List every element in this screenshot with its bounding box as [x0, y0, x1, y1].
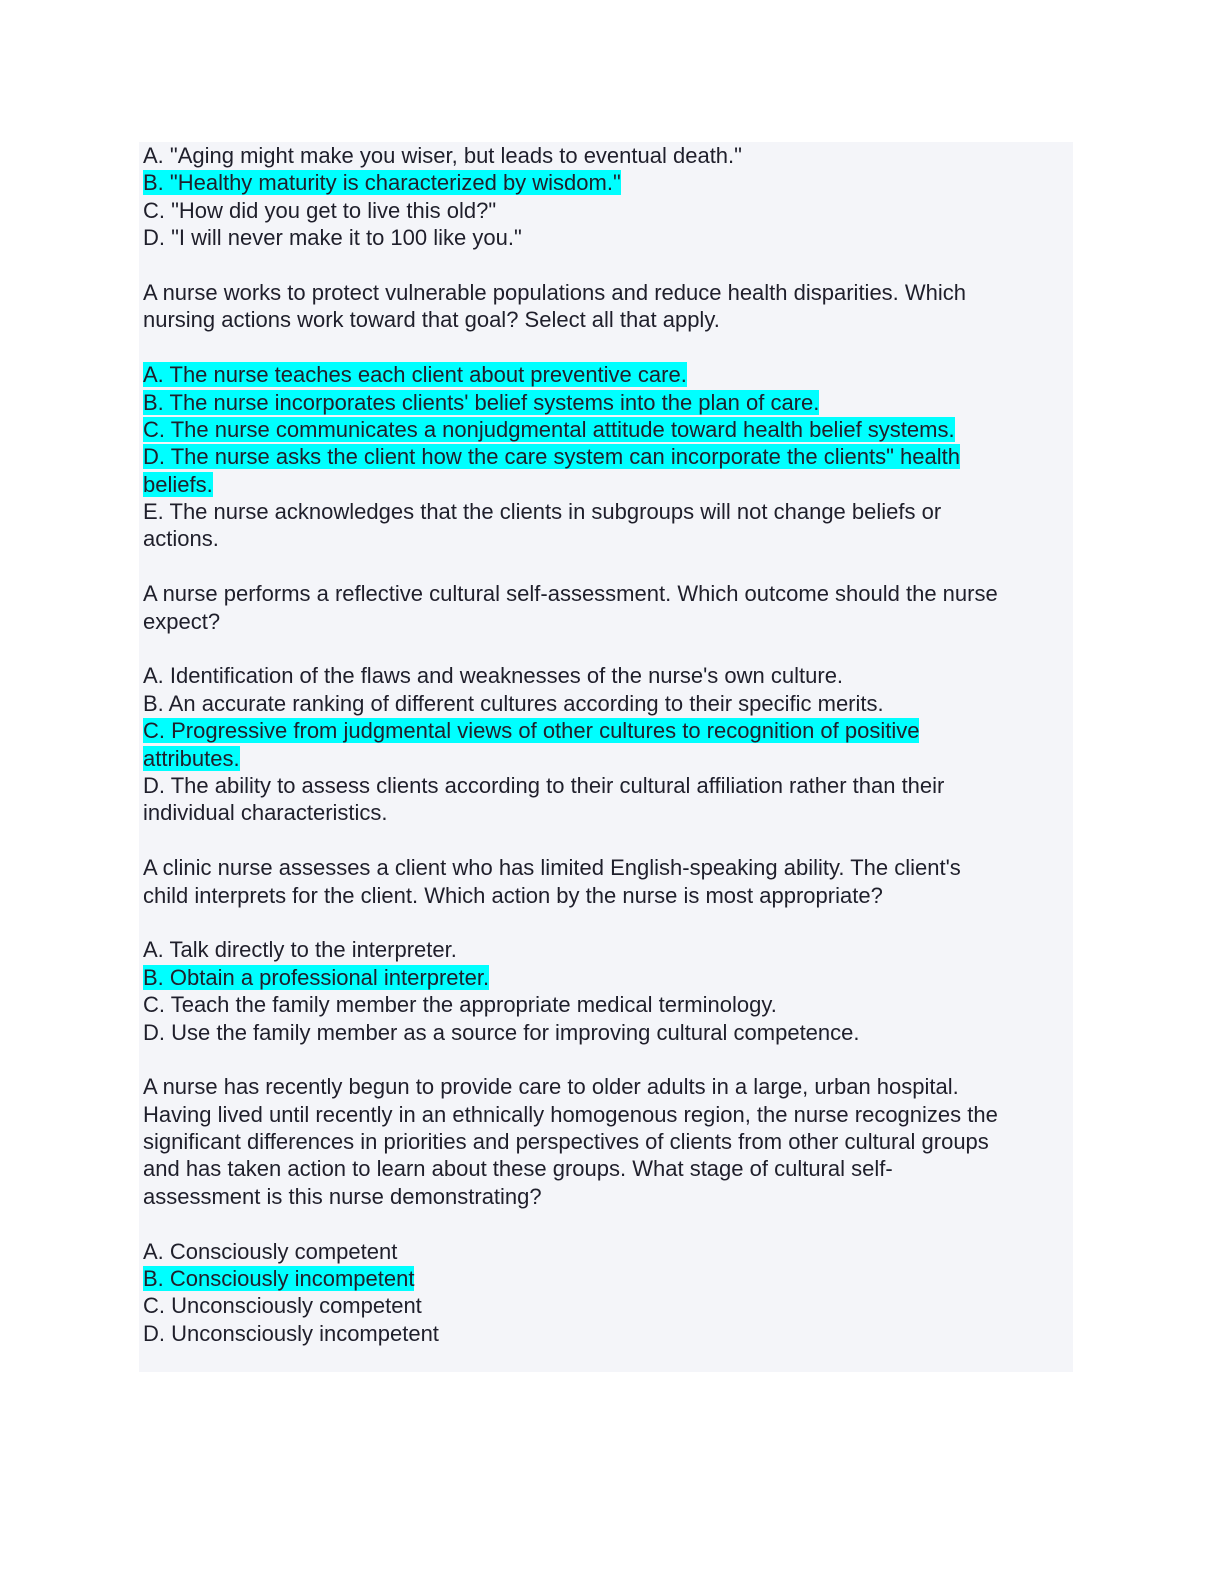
stem-line	[143, 1155, 1071, 1182]
option-line-text: attributes.	[143, 745, 240, 771]
paragraph-gap	[143, 334, 1071, 361]
question-content	[143, 142, 1071, 1347]
option-line-text: D. Unconsciously incompetent	[143, 1320, 439, 1346]
answer-option-correct	[143, 361, 1071, 388]
option-line-text: actions.	[143, 526, 219, 552]
option-line	[143, 498, 1071, 525]
option-line	[143, 1320, 1071, 1347]
option-line	[143, 745, 1071, 772]
option-line-text: C. Progressive from judgmental views of other cultures to recognition of positive	[143, 718, 920, 744]
option-line-text: A. "Aging might make you wiser, but leads to eventual death."	[143, 143, 742, 168]
stem-line-text: A nurse performs a reflective cultural self-assessment. Which outcome should the nurse	[143, 581, 998, 607]
option-line-text: A. Talk directly to the interpreter.	[143, 937, 457, 963]
stem-line	[143, 580, 1071, 607]
option-line	[143, 1238, 1071, 1265]
answer-option-correct	[143, 1265, 1071, 1292]
option-line-text: D. Use the family member as a source for improving cultural competence.	[143, 1019, 860, 1045]
question-block	[143, 553, 1071, 827]
option-line	[143, 772, 1071, 799]
answer-options	[143, 361, 1071, 553]
option-line	[143, 964, 1071, 991]
stem-line	[143, 608, 1071, 635]
answer-options	[143, 662, 1071, 826]
stem-line-text: A nurse works to protect vulnerable populations and reduce health disparities. Which	[143, 279, 967, 305]
option-line-text: D. The ability to assess clients according to their cultural affiliation rather than their	[143, 772, 945, 798]
option-line	[143, 1292, 1071, 1319]
question-stem	[143, 279, 1071, 334]
paragraph-gap	[143, 1210, 1071, 1237]
stem-line-text: child interprets for the client. Which action by the nurse is most appropriate?	[143, 882, 883, 908]
option-line	[143, 690, 1071, 717]
answer-option	[143, 662, 1071, 689]
stem-line	[143, 279, 1071, 306]
option-line	[143, 389, 1071, 416]
paragraph-gap	[143, 553, 1071, 580]
option-line-text: B. Consciously incompetent	[143, 1266, 415, 1292]
answer-option-correct	[143, 389, 1071, 416]
answer-option	[143, 772, 1071, 827]
question-block	[143, 827, 1071, 1046]
answer-options	[143, 142, 1071, 252]
option-line	[143, 416, 1071, 443]
option-line-text: A. Consciously competent	[143, 1238, 398, 1264]
stem-line	[143, 1183, 1071, 1210]
stem-line	[143, 1101, 1071, 1128]
stem-line	[143, 306, 1071, 333]
stem-line-text: A clinic nurse assesses a client who has limited English-speaking ability. The client's	[143, 855, 961, 881]
stem-line-text: Having lived until recently in an ethnically homogenous region, the nurse recognizes the	[143, 1101, 998, 1127]
option-line-text: C. The nurse communicates a nonjudgmental attitude toward health belief systems.	[143, 416, 955, 442]
answer-option	[143, 1019, 1071, 1046]
paragraph-gap	[143, 827, 1071, 854]
answer-option-correct	[143, 416, 1071, 443]
option-line	[143, 361, 1071, 388]
answer-option	[143, 1292, 1071, 1319]
stem-line	[143, 854, 1071, 881]
option-line	[143, 525, 1071, 552]
option-line-text: beliefs.	[143, 471, 213, 497]
stem-line-text: and has taken action to learn about these groups. What stage of cultural self-	[143, 1156, 893, 1182]
option-line	[143, 443, 1071, 470]
stem-line-text: assessment is this nurse demonstrating?	[143, 1183, 542, 1209]
option-line	[143, 717, 1071, 744]
option-line	[143, 662, 1071, 689]
answer-option	[143, 690, 1071, 717]
option-line-text: D. "I will never make it to 100 like you."	[143, 225, 522, 251]
option-line	[143, 799, 1071, 826]
stem-line	[143, 1073, 1071, 1100]
answer-option	[143, 991, 1071, 1018]
answer-options	[143, 936, 1071, 1046]
answer-option	[143, 197, 1071, 224]
stem-line-text: expect?	[143, 608, 221, 634]
option-line	[143, 991, 1071, 1018]
option-line-text: B. An accurate ranking of different cultures according to their specific merits.	[143, 690, 884, 716]
answer-option	[143, 498, 1071, 553]
answer-option	[143, 1238, 1071, 1265]
option-line-text: C. Unconsciously competent	[143, 1293, 422, 1319]
answer-option-correct	[143, 443, 1071, 498]
paragraph-gap	[143, 635, 1071, 662]
paragraph-gap	[143, 252, 1071, 279]
option-line	[143, 936, 1071, 963]
option-line-text: C. Teach the family member the appropriate medical terminology.	[143, 992, 777, 1018]
question-block	[143, 1046, 1071, 1347]
answer-option-correct	[143, 169, 1071, 196]
answer-option-correct	[143, 964, 1071, 991]
answer-option	[143, 224, 1071, 251]
stem-line-text: nursing actions work toward that goal? Select all that apply.	[143, 307, 720, 333]
answer-option	[143, 1320, 1071, 1347]
option-line-text: A. Identification of the flaws and weaknesses of the nurse's own culture.	[143, 663, 844, 689]
option-line	[143, 1265, 1071, 1292]
option-line-text: C. "How did you get to live this old?"	[143, 197, 497, 223]
question-stem	[143, 1073, 1071, 1210]
option-line	[143, 169, 1071, 196]
option-line-text: B. The nurse incorporates clients' belief systems into the plan of care.	[143, 389, 820, 415]
paragraph-gap	[143, 909, 1071, 936]
question-block	[143, 252, 1071, 553]
option-line-text: A. The nurse teaches each client about preventive care.	[143, 362, 687, 388]
stem-line-text: significant differences in priorities and perspectives of clients from other cultural groups	[143, 1129, 989, 1155]
answer-options	[143, 1238, 1071, 1348]
option-line	[143, 197, 1071, 224]
question-stem	[143, 580, 1071, 635]
option-line-text: individual characteristics.	[143, 800, 388, 826]
option-line-text: B. Obtain a professional interpreter.	[143, 964, 490, 990]
option-line-text: D. The nurse asks the client how the care system can incorporate the clients" health	[143, 444, 960, 470]
option-line	[143, 1019, 1071, 1046]
question-block	[143, 142, 1071, 252]
paragraph-gap	[143, 1046, 1071, 1073]
option-line	[143, 471, 1071, 498]
option-line-text: B. "Healthy maturity is characterized by wisdom."	[143, 170, 621, 196]
option-line	[143, 224, 1071, 251]
option-line-text: E. The nurse acknowledges that the clients in subgroups will not change beliefs or	[143, 499, 942, 525]
question-stem	[143, 854, 1071, 909]
option-line	[143, 142, 1071, 169]
answer-option	[143, 936, 1071, 963]
stem-line-text: A nurse has recently begun to provide care to older adults in a large, urban hospital.	[143, 1074, 959, 1100]
stem-line	[143, 882, 1071, 909]
stem-line	[143, 1128, 1071, 1155]
answer-option	[143, 142, 1071, 169]
answer-option-correct	[143, 717, 1071, 772]
